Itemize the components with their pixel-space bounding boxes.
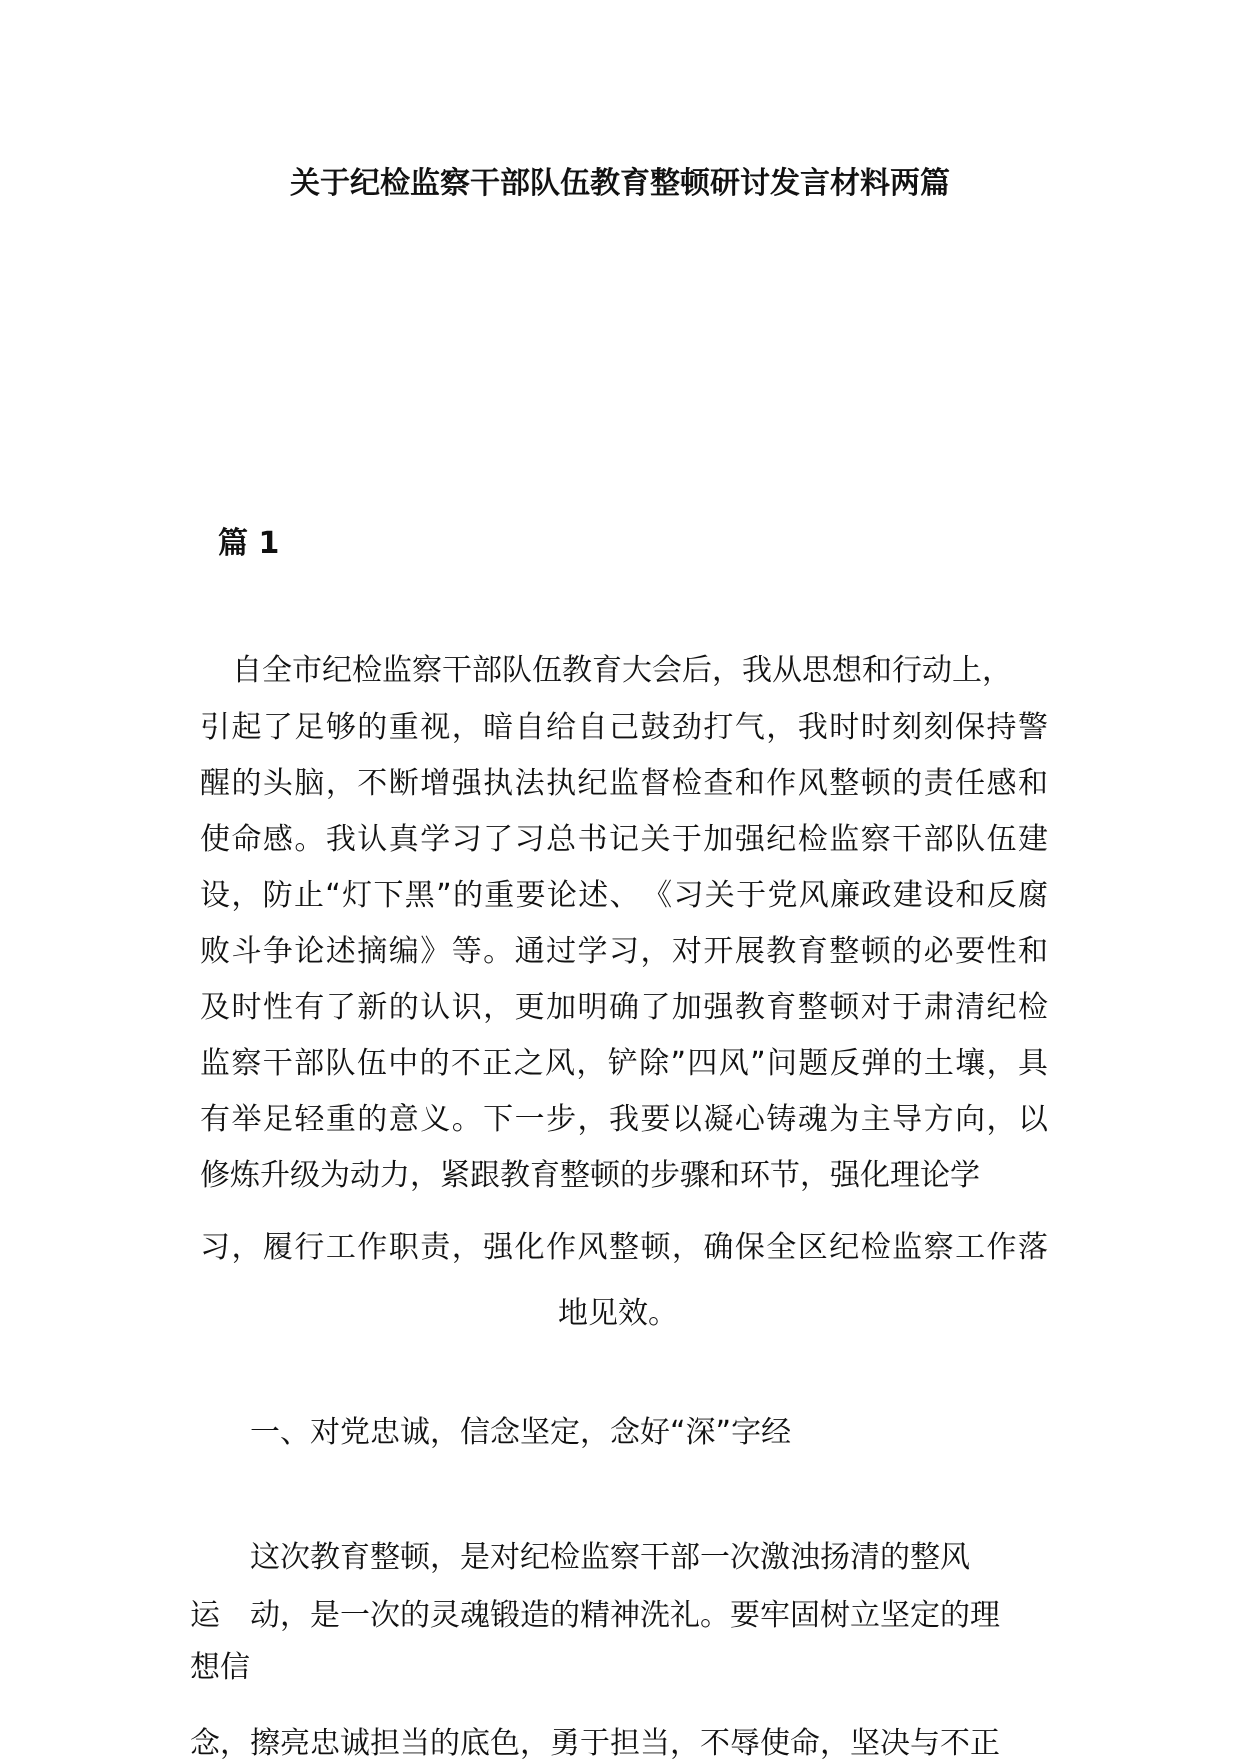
paragraph-line: 念，擦亮忠诚担当的底色，勇于担当，不辱使命，坚决与不正 xyxy=(190,1726,1000,1761)
paragraph-line: 想信 xyxy=(190,1650,250,1685)
section-heading: 一、对党忠诚，信念坚定，念好“深”字经 xyxy=(250,1415,792,1450)
paragraph-line: 监察干部队伍中的不正之风，铲除”四风”问题反弹的土壤，具 xyxy=(200,1046,1048,1081)
paragraph-line: 败斗争论述摘编》等。通过学习，对开展教育整顿的必要性和 xyxy=(200,934,1048,969)
paragraph-line: 醒的头脑，不断增强执法执纪监督检查和作风整顿的责任感和 xyxy=(200,766,1048,801)
paragraph-line: 地见效。 xyxy=(558,1296,678,1331)
paragraph-line: 使命感。我认真学习了习总书记关于加强纪检监察干部队伍建 xyxy=(200,822,1048,857)
paragraph-line: 自全市纪检监察干部队伍教育大会后，我从思想和行动上， xyxy=(232,653,1012,688)
paragraph-line: 设，防止“灯下黑”的重要论述、 《习关于党风廉政建设和反腐 xyxy=(200,878,1048,913)
paragraph-line: 这次教育整顿，是对纪检监察干部一次激浊扬清的整风 xyxy=(250,1540,970,1575)
paragraph-line: 引起了足够的重视，暗自给自己鼓劲打气，我时时刻刻保持警 xyxy=(200,710,1048,745)
paragraph-line: 及时性有了新的认识，更加明确了加强教育整顿对于肃清纪检 xyxy=(200,990,1048,1025)
part-heading: 篇 1 xyxy=(218,526,280,561)
paragraph-line: 有举足轻重的意义。下一步，我要以凝心铸魂为主导方向，以 xyxy=(200,1102,1048,1137)
paragraph-line: 运 动，是一次的灵魂锻造的精神洗礼。要牢固树立坚定的理 xyxy=(190,1598,1000,1633)
paragraph-line: 修炼升级为动力，紧跟教育整顿的步骤和环节，强化理论学 xyxy=(200,1158,980,1193)
paragraph-line: 习，履行工作职责，强化作风整顿，确保全区纪检监察工作落 xyxy=(200,1230,1048,1265)
document-title: 关于纪检监察干部队伍教育整顿研讨发言材料两篇 xyxy=(290,166,950,201)
